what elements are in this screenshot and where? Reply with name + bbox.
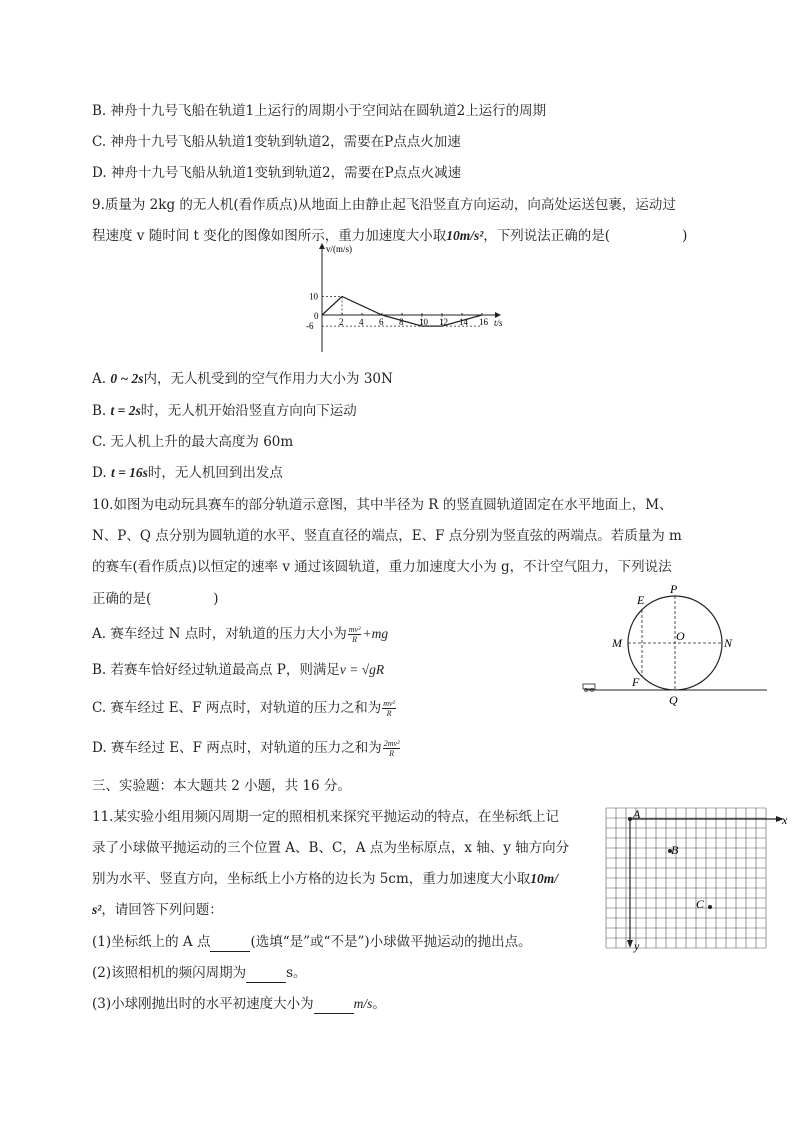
label-o: O — [676, 629, 685, 643]
x-axis-label: x — [782, 813, 788, 827]
q8-option-c: C. 神舟十九号飞船从轨道1变轨到轨道2，需要在P点点火加速 — [92, 134, 461, 150]
x-tick-label: 2 — [339, 317, 344, 327]
x-tick-label: 6 — [379, 317, 384, 327]
q8-option-b: B. 神舟十九号飞船在轨道1上运行的周期小于空间站在圆轨道2上运行的周期 — [92, 103, 547, 119]
q10-stem-line3: 的赛车(看作质点)以恒定的速率 v 通过该圆轨道，重力加速度大小为 g，不计空气阻力，下列说法 — [92, 559, 672, 575]
q10-option-a: A. 赛车经过 N 点时，对轨道的压力大小为 $\frac{\text{mv²}}{R}$ +mg — [92, 625, 389, 644]
q10-stem-line1: 10.如图为电动玩具赛车的部分轨道示意图，其中半径为 R 的竖直圆轨道固定在水平地面上，M、 — [92, 497, 673, 513]
label-m: M — [612, 636, 622, 650]
x-tick-label: 4 — [359, 317, 364, 327]
x-axis-label: t/s — [494, 318, 503, 328]
point-a — [628, 817, 632, 821]
y-tick-label: 10 — [309, 291, 318, 302]
label-p: P — [670, 582, 678, 596]
q10-stem-line4: 正确的是( ) — [92, 591, 219, 607]
q8-option-d: D. 神舟十九号飞船从轨道1变轨到轨道2，需要在P点点火减速 — [92, 165, 462, 181]
x-tick-label: 14 — [459, 317, 468, 327]
toy-car — [583, 684, 595, 689]
q9-stem-line2: 程速度 v 随时间 t 变化的图像如图所示，重力加速度大小取10m/s²，下列说法正确的是( ) — [92, 228, 688, 244]
point-c — [708, 905, 712, 909]
gravity-value: 10m/s² — [446, 228, 484, 243]
q11-sub-1: (1)坐标纸上的 A 点 (选填“是”或“不是”)小球做平抛运动的抛出点。 — [92, 934, 532, 950]
q10-option-d: D. 赛车经过 E、F 两点时，对轨道的压力之和为 $\frac{\text{2mv²}}{R}$ — [92, 739, 400, 758]
q11-stem-line1: 11.某实验小组用频闪周期一定的照相机来探究平抛运动的特点，在坐标纸上记 — [92, 809, 559, 825]
label-f: F — [632, 675, 640, 689]
x-tick-label: 16 — [479, 317, 488, 327]
q9-option-a: A. 0 ~ 2s内，无人机受到的空气作用力大小为 30N — [92, 371, 393, 387]
x-tick-label: 8 — [399, 317, 404, 327]
label-a: A — [633, 807, 641, 821]
x-tick-label: 12 — [439, 317, 448, 327]
y-axis-label: y — [634, 939, 640, 953]
q11-stem-line2: 录了小球做平抛运动的三个位置 A、B、C，A 点为坐标原点，x 轴、y 轴方向分 — [92, 840, 570, 856]
q9-option-d: D. t = 16s时，无人机回到出发点 — [92, 465, 283, 481]
velocity-time-graph — [300, 240, 520, 358]
label-q: Q — [669, 693, 678, 707]
q10-option-b: B. 若赛车恰好经过轨道最高点 P，则满足v = √gR — [92, 662, 385, 678]
q11-stem-line4: s²，请回答下列问题： — [92, 902, 223, 918]
x-tick-label: 10 — [419, 317, 428, 327]
q11-stem-line3: 别为水平、竖直方向，坐标纸上小方格的边长为 5cm，重力加速度大小取10m/ — [92, 871, 559, 887]
answer-blank-3[interactable] — [314, 999, 354, 1014]
answer-blank-2[interactable] — [246, 968, 286, 983]
q11-sub-2: (2)该照相机的频闪周期为 s。 — [92, 965, 307, 981]
circular-track-figure — [575, 580, 770, 708]
origin-label: 0 — [314, 311, 319, 321]
label-n: N — [724, 636, 733, 650]
projectile-grid-figure — [598, 800, 794, 958]
label-e: E — [637, 593, 645, 607]
answer-blank-1[interactable] — [210, 937, 250, 952]
q10-stem-line2: N、P、Q 点分别为圆轨道的水平、竖直直径的端点，E、F 点分别为竖直弦的两端点。若质量为 m — [92, 528, 682, 544]
label-c: C — [696, 897, 705, 911]
q9-option-b: B. t = 2s时，无人机开始沿竖直方向向下运动 — [92, 403, 357, 419]
q10-option-c: C. 赛车经过 E、F 两点时，对轨道的压力之和为 $\frac{\text{mv²}}{R}$ — [92, 699, 395, 718]
q11-sub-3: (3)小球刚抛出时的水平初速度大小为 m/s。 — [92, 996, 386, 1012]
label-b: B — [671, 843, 679, 857]
section-3-heading: 三、实验题：本大题共 2 小题，共 16 分。 — [92, 778, 351, 794]
y-tick-label: -6 — [306, 321, 314, 332]
q9-stem-line1: 9.质量为 2kg 的无人机(看作质点)从地面上由静止起飞沿竖直方向运动，向高处运送包裹，运动过 — [92, 197, 676, 213]
q9-option-c: C. 无人机上升的最大高度为 60m — [92, 434, 294, 450]
y-axis-label: v/(m/s) — [326, 244, 352, 254]
